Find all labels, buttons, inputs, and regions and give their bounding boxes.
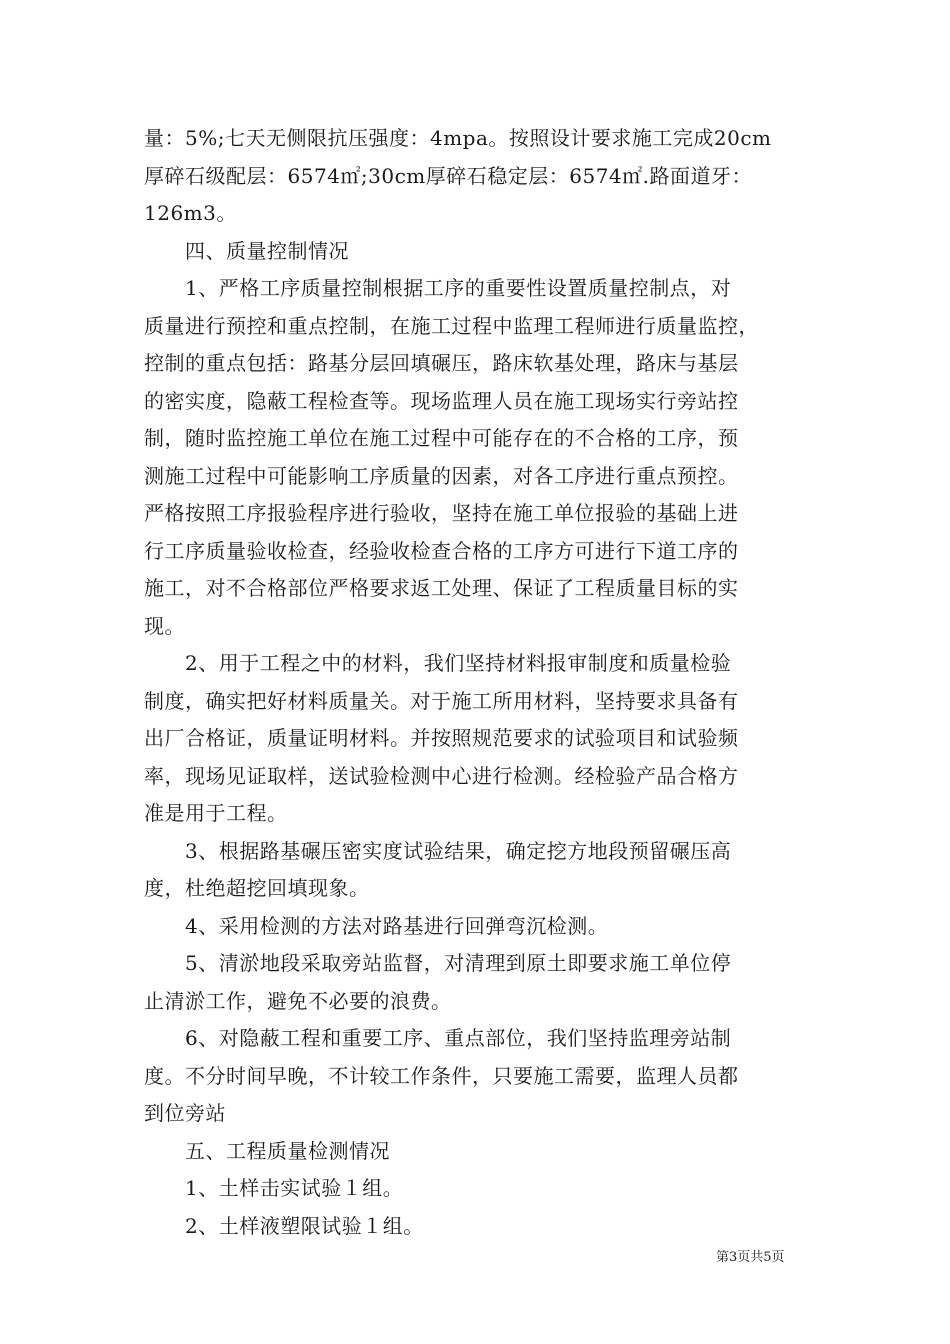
- text-line: 1、严格工序质量控制根据工序的重要性设置质量控制点，对: [144, 276, 732, 300]
- text-line: 行工序质量验收检查，经验收检查合格的工序方可进行下道工序的: [144, 539, 739, 563]
- page-number-footer: 第3页共5页: [716, 1250, 785, 1265]
- text-line: 厚碎石级配层：6574㎡;30cm厚碎石稳定层：6574㎡.路面道牙：: [144, 164, 753, 188]
- text-line: 量：5%;七天无侧限抗压强度：4mpa。按照设计要求施工完成20cm: [144, 126, 772, 150]
- text-line: 126m3。: [144, 201, 237, 225]
- text-line: 止清淤工作，避免不必要的浪费。: [144, 989, 452, 1013]
- text-line: 度，杜绝超挖回填现象。: [144, 876, 370, 900]
- section-heading: 五、工程质量检测情况: [144, 1139, 390, 1163]
- text-line: 的密实度，隐蔽工程检查等。现场监理人员在施工现场实行旁站控: [144, 389, 739, 413]
- text-line: 1、土样击实试验１组。: [144, 1176, 404, 1200]
- text-line: 施工，对不合格部位严格要求返工处理、保证了工程质量目标的实: [144, 576, 739, 600]
- text-line: 2、土样液塑限试验１组。: [144, 1214, 424, 1238]
- text-line: 率，现场见证取样，送试验检测中心进行检测。经检验产品合格方: [144, 764, 739, 788]
- text-line: 4、采用检测的方法对路基进行回弹弯沉检测。: [144, 914, 609, 938]
- text-line: 6、对隐蔽工程和重要工序、重点部位，我们坚持监理旁站制: [144, 1026, 732, 1050]
- text-line: 制，随时监控施工单位在施工过程中可能存在的不合格的工序，预: [144, 426, 739, 450]
- text-line: 到位旁站: [144, 1101, 226, 1125]
- text-line: 测施工过程中可能影响工序质量的因素，对各工序进行重点预控。: [144, 464, 739, 488]
- section-heading: 四、质量控制情况: [144, 239, 349, 263]
- text-line: 2、用于工程之中的材料，我们坚持材料报审制度和质量检验: [144, 651, 732, 675]
- text-line: 出厂合格证，质量证明材料。并按照规范要求的试验项目和试验频: [144, 726, 739, 750]
- text-line: 严格按照工序报验程序进行验收，坚持在施工单位报验的基础上进: [144, 501, 739, 525]
- text-line: 5、清淤地段采取旁站监督，对清理到原土即要求施工单位停: [144, 951, 732, 975]
- text-line: 现。: [144, 614, 185, 638]
- text-line: 3、根据路基碾压密实度试验结果，确定挖方地段预留碾压高: [144, 839, 732, 863]
- text-line: 准是用于工程。: [144, 801, 288, 825]
- text-line: 质量进行预控和重点控制，在施工过程中监理工程师进行质量监控，: [144, 314, 759, 338]
- text-line: 控制的重点包括：路基分层回填碾压，路床软基处理，路床与基层: [144, 351, 739, 375]
- text-line: 度。不分时间早晚，不计较工作条件，只要施工需要，监理人员都: [144, 1064, 739, 1088]
- text-line: 制度，确实把好材料质量关。对于施工所用材料，坚持要求具备有: [144, 689, 739, 713]
